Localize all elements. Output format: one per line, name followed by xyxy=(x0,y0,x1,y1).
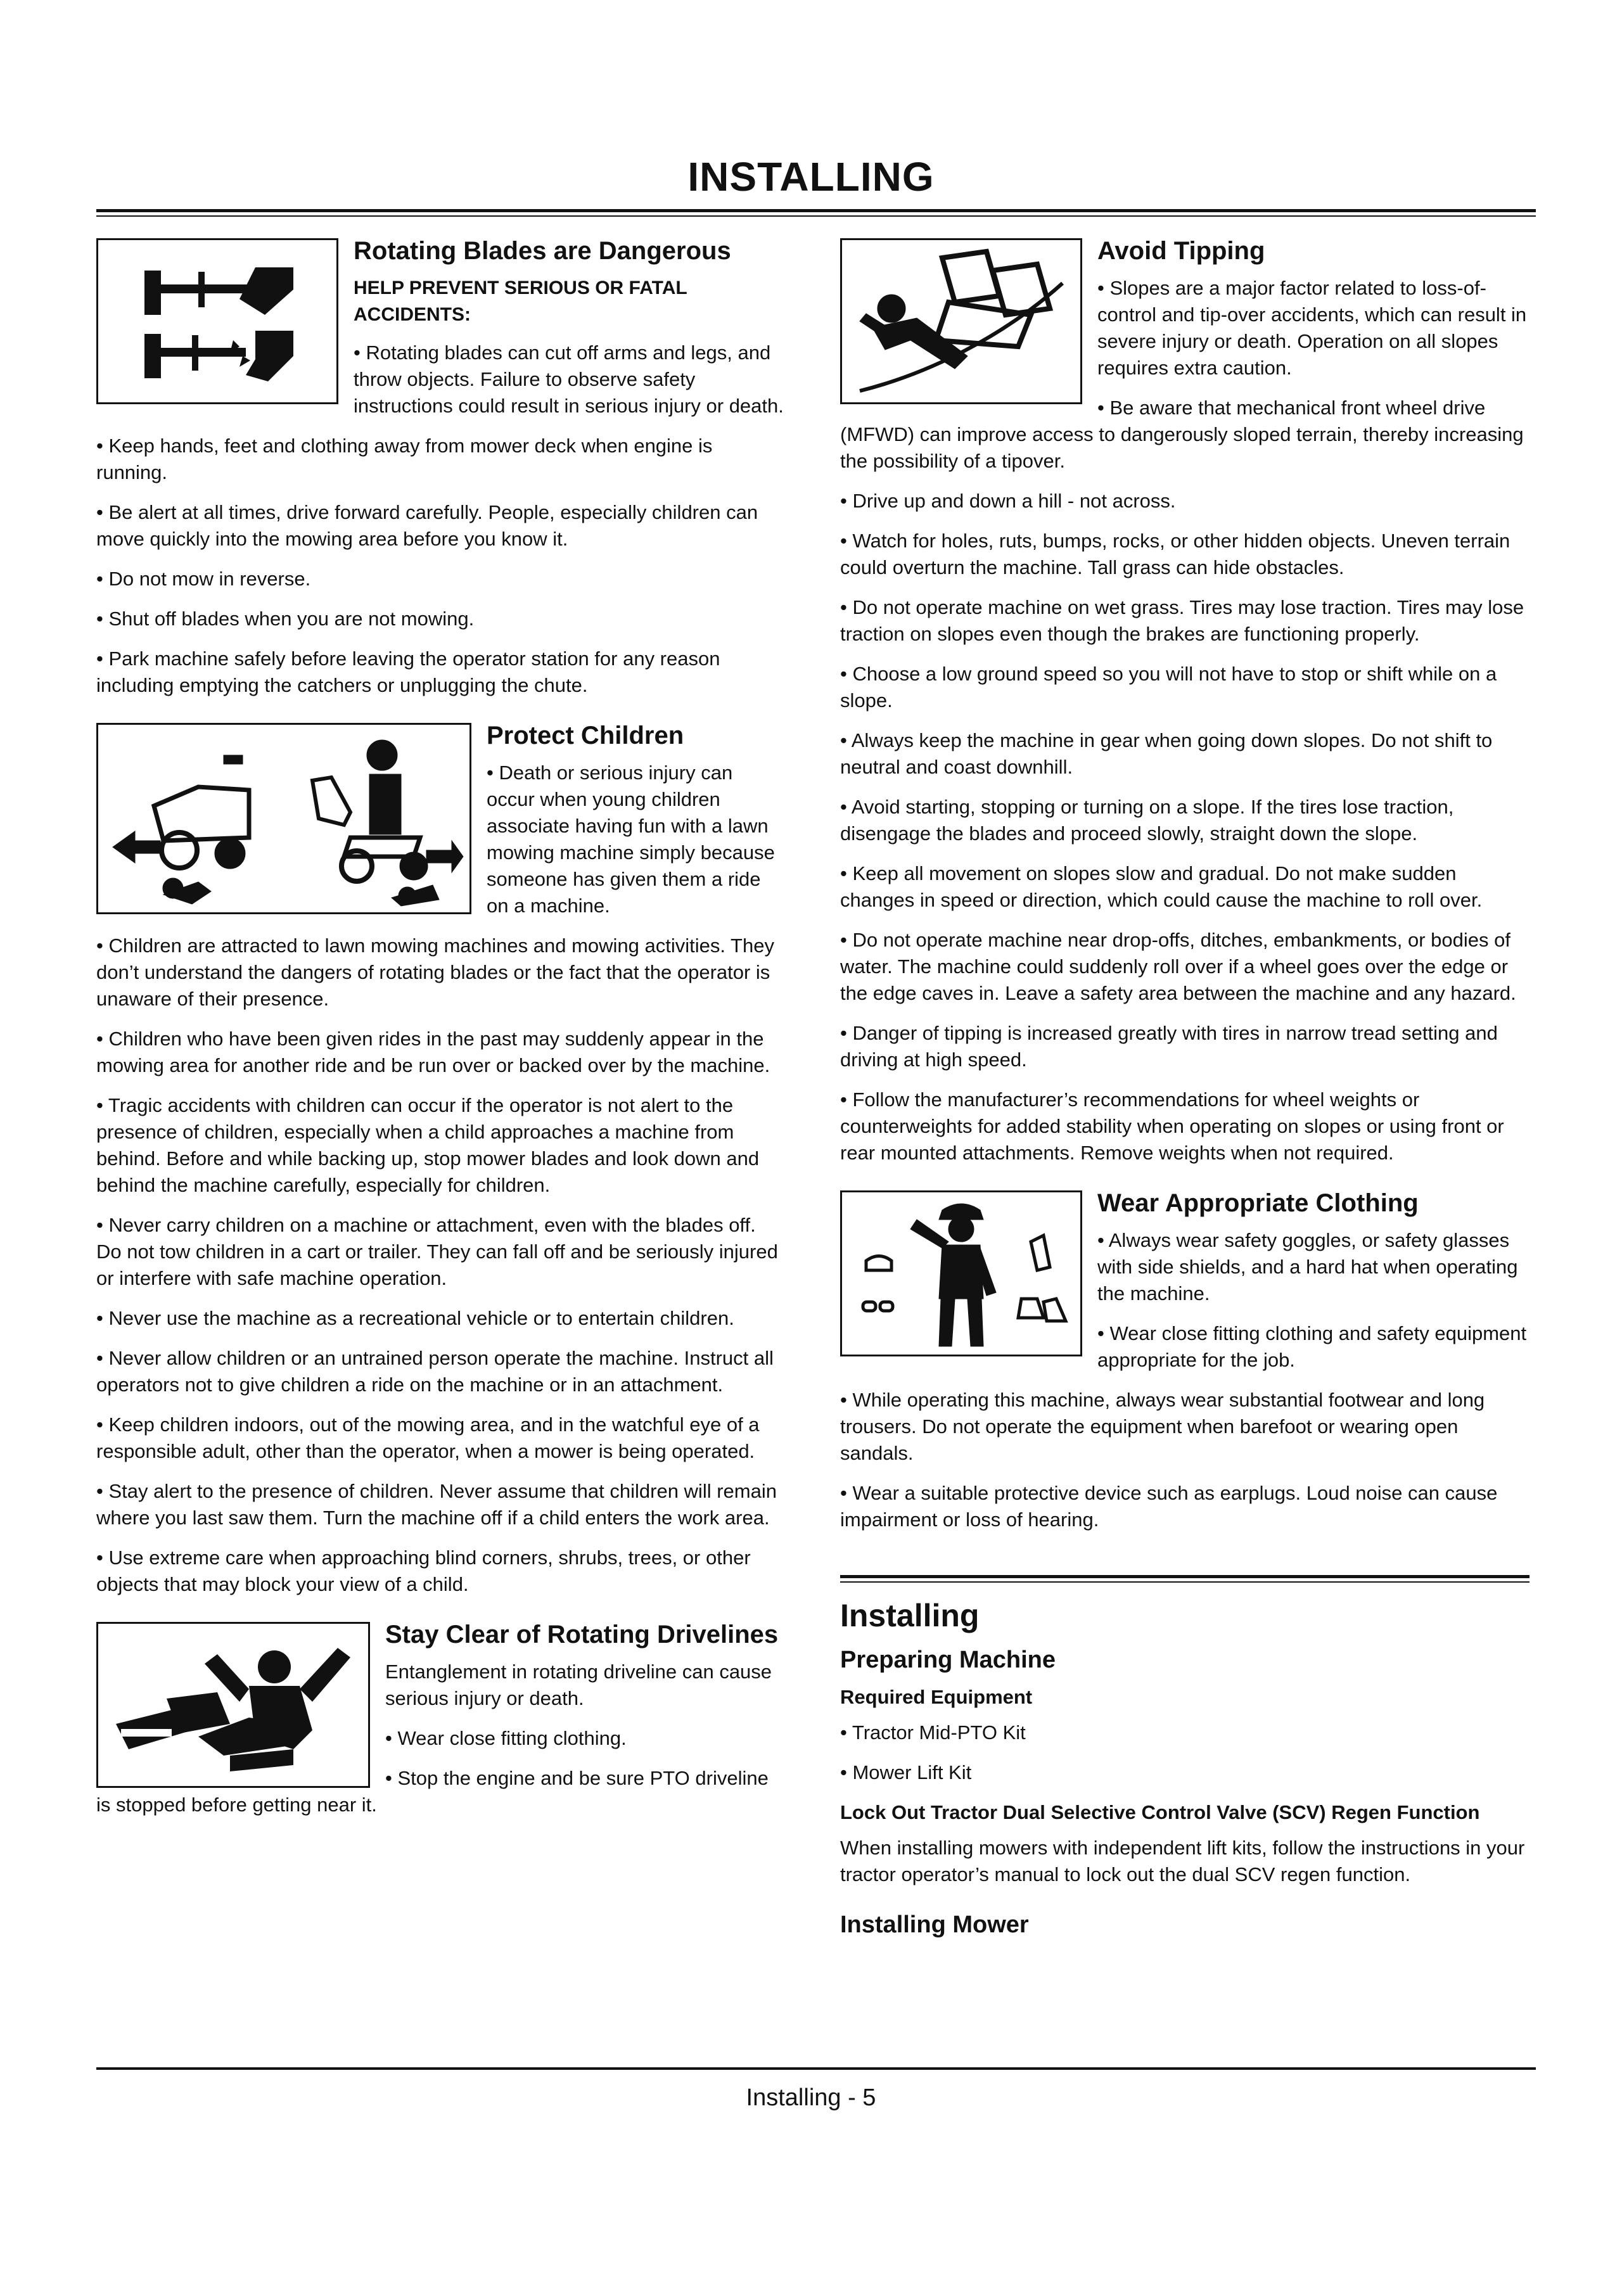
title-rule-thin xyxy=(96,215,1536,217)
tipping-paragraph: • Avoid starting, stopping or turning on a slope. If the tires lose traction, disengage the blades and proceed slowly, straight down the slope. xyxy=(840,796,1454,845)
tipping-paragraph: • Choose a low ground speed so you will not have to stop or shift while on a slope. xyxy=(840,663,1497,711)
right-column xyxy=(840,236,1529,1949)
section-drivelines xyxy=(96,1619,786,1832)
clothing-title: Wear Appropriate Clothing xyxy=(1097,1189,1419,1217)
children-paragraph: • Death or serious injury can occur when young children associate having fun with a lawn mowing machine simply because someone has given them a ride on a machine. xyxy=(487,762,775,917)
rotating-paragraph: • Rotating blades can cut off arms and legs, and throw objects. Failure to observe safety instructions could result in serious injury or death. xyxy=(354,341,784,417)
tipping-paragraph: • Do not operate machine near drop-offs, ditches, embankments, or bodies of water. The machine could suddenly roll over if a wheel goes over the edge or the edge caves in. Leave a safety area between the machine and any hazard. xyxy=(840,929,1516,1004)
children-paragraph: • Tragic accidents with children can occur if the operator is not alert to the presence of children, especially when a child approaches a machine from behind. Before and while backing up, stop mower blades and look down and behind the machine carefully, especially for children. xyxy=(96,1094,760,1196)
installing-title: Installing xyxy=(840,1598,980,1633)
rotating-title: Rotating Blades are Dangerous xyxy=(354,237,731,265)
preparing-title: Preparing Machine xyxy=(840,1647,1056,1673)
section-clothing xyxy=(840,1188,1529,1387)
clothing-paragraph: • Wear close fitting clothing and safety equipment appropriate for the job. xyxy=(1097,1322,1527,1371)
footer-rule xyxy=(96,2067,1536,2070)
protective-clothing-icon xyxy=(840,1190,1082,1356)
section-rotating-blades xyxy=(96,236,786,433)
installing-rule-thin xyxy=(840,1581,1529,1583)
left-column xyxy=(96,236,786,1832)
children-paragraph: • Never use the machine as a recreational vehicle or to entertain children. xyxy=(96,1307,734,1329)
rotating-blades-icon xyxy=(96,238,338,404)
tipping-title: Avoid Tipping xyxy=(1097,237,1265,265)
rotating-paragraph: • Shut off blades when you are not mowing. xyxy=(96,608,475,630)
children-title: Protect Children xyxy=(487,722,684,749)
clothing-paragraph: • While operating this machine, always wear substantial footwear and long trousers. Do not operate the equipment when barefoot or wearing open sandals. xyxy=(840,1389,1485,1464)
installing-mower-title: Installing Mower xyxy=(840,1911,1029,1938)
drivelines-title: Stay Clear of Rotating Drivelines xyxy=(385,1621,779,1649)
children-paragraph: • Children who have been given rides in the past may suddenly appear in the mowing area for another ride and be run over or backed over by the machine. xyxy=(96,1028,770,1076)
title-rule xyxy=(96,209,1536,212)
section-protect-children xyxy=(96,720,786,933)
children-paragraph: • Children are attracted to lawn mowing machines and mowing activities. They don’t understand the dangers of rotating blades or the fact that the operator is unaware of their presence. xyxy=(96,934,774,1010)
tipping-paragraph: • Be aware that mechanical front wheel drive (MFWD) can improve access to dangerously sloped terrain, thereby increasing the possibility of a tipover. xyxy=(840,397,1524,472)
tipping-paragraph: • Slopes are a major factor related to loss-of-control and tip-over accidents, which can result in severe injury or death. Operation on all slopes requires extra caution. xyxy=(1097,277,1527,379)
avoid-tipping-icon xyxy=(840,238,1082,404)
drivelines-paragraph: Entanglement in rotating driveline can cause serious injury or death. xyxy=(385,1661,772,1709)
tipping-paragraph: • Drive up and down a hill - not across. xyxy=(840,490,1176,512)
page-title: INSTALLING xyxy=(687,154,935,200)
clothing-paragraph: • Wear a suitable protective device such as earplugs. Loud noise can cause impairment or loss of hearing. xyxy=(840,1482,1498,1531)
tipping-paragraph: • Follow the manufacturer’s recommendations for wheel weights or counterweights for added stability when operating on slopes or using front or rear mounted attachments. Remove weights when not required. xyxy=(840,1088,1504,1164)
equipment-item: • Tractor Mid-PTO Kit xyxy=(840,1721,1026,1744)
section-avoid-tipping xyxy=(840,236,1529,488)
clothing-paragraph: • Always wear safety goggles, or safety glasses with side shields, and a hard hat when operating the machine. xyxy=(1097,1229,1518,1304)
children-paragraph: • Never carry children on a machine or attachment, even with the blades off. Do not tow children in a cart or trailer. They can fall off and be seriously injured or interfere with safe machine operation. xyxy=(96,1214,778,1289)
drivelines-paragraph: • Wear close fitting clothing. xyxy=(385,1727,627,1749)
drivelines-paragraph: • Stop the engine and be sure PTO driveline is stopped before getting near it. xyxy=(96,1767,769,1816)
rotating-paragraph: • Park machine safely before leaving the operator station for any reason including emptying the catchers or unplugging the chute. xyxy=(96,647,720,696)
installing-rule xyxy=(840,1575,1529,1578)
page-footer: Installing - 5 xyxy=(746,2084,876,2111)
tipping-paragraph: • Always keep the machine in gear when going down slopes. Do not shift to neutral and coast downhill. xyxy=(840,729,1493,778)
rotating-warning: HELP PREVENT SERIOUS OR FATAL ACCIDENTS: xyxy=(354,277,687,325)
tipping-paragraph: • Keep all movement on slopes slow and gradual. Do not make sudden changes in speed or direction, which could cause the machine to roll over. xyxy=(840,862,1483,911)
rotating-paragraph: • Do not mow in reverse. xyxy=(96,568,311,590)
children-paragraph: • Never allow children or an untrained person operate the machine. Instruct all operators not to give children a ride on the machine or in an attachment. xyxy=(96,1347,774,1396)
rotating-paragraph: • Keep hands, feet and clothing away from mower deck when engine is running. xyxy=(96,435,713,483)
children-paragraph: • Keep children indoors, out of the mowing area, and in the watchful eye of a responsible adult, other than the operator, when a mower is being operated. xyxy=(96,1413,760,1462)
children-paragraph: • Stay alert to the presence of children. Never assume that children will remain where you last saw them. Turn the machine off if a child enters the work area. xyxy=(96,1480,777,1529)
required-title: Required Equipment xyxy=(840,1686,1033,1708)
equipment-item: • Mower Lift Kit xyxy=(840,1761,972,1783)
tipping-paragraph: • Danger of tipping is increased greatly with tires in narrow tread setting and driving at high speed. xyxy=(840,1022,1498,1071)
lockout-text: When installing mowers with independent lift kits, follow the instructions in your tractor operator’s manual to lock out the dual SCV regen function. xyxy=(840,1837,1525,1885)
tipping-paragraph: • Do not operate machine on wet grass. Tires may lose traction. Tires may lose traction on slopes even though the brakes are functioning properly. xyxy=(840,596,1524,645)
children-paragraph: • Use extreme care when approaching blind corners, shrubs, trees, or other objects that may block your view of a child. xyxy=(96,1547,751,1595)
rotating-driveline-icon xyxy=(96,1622,370,1788)
lockout-title: Lock Out Tractor Dual Selective Control Valve (SCV) Regen Function xyxy=(840,1801,1480,1823)
rotating-paragraph: • Be alert at all times, drive forward carefully. People, especially children can move quickly into the mowing area before you know it. xyxy=(96,501,758,550)
tipping-paragraph: • Watch for holes, ruts, bumps, rocks, or other hidden objects. Uneven terrain could overturn the machine. Tall grass can hide obstacles. xyxy=(840,530,1510,578)
protect-children-icon xyxy=(96,723,471,914)
